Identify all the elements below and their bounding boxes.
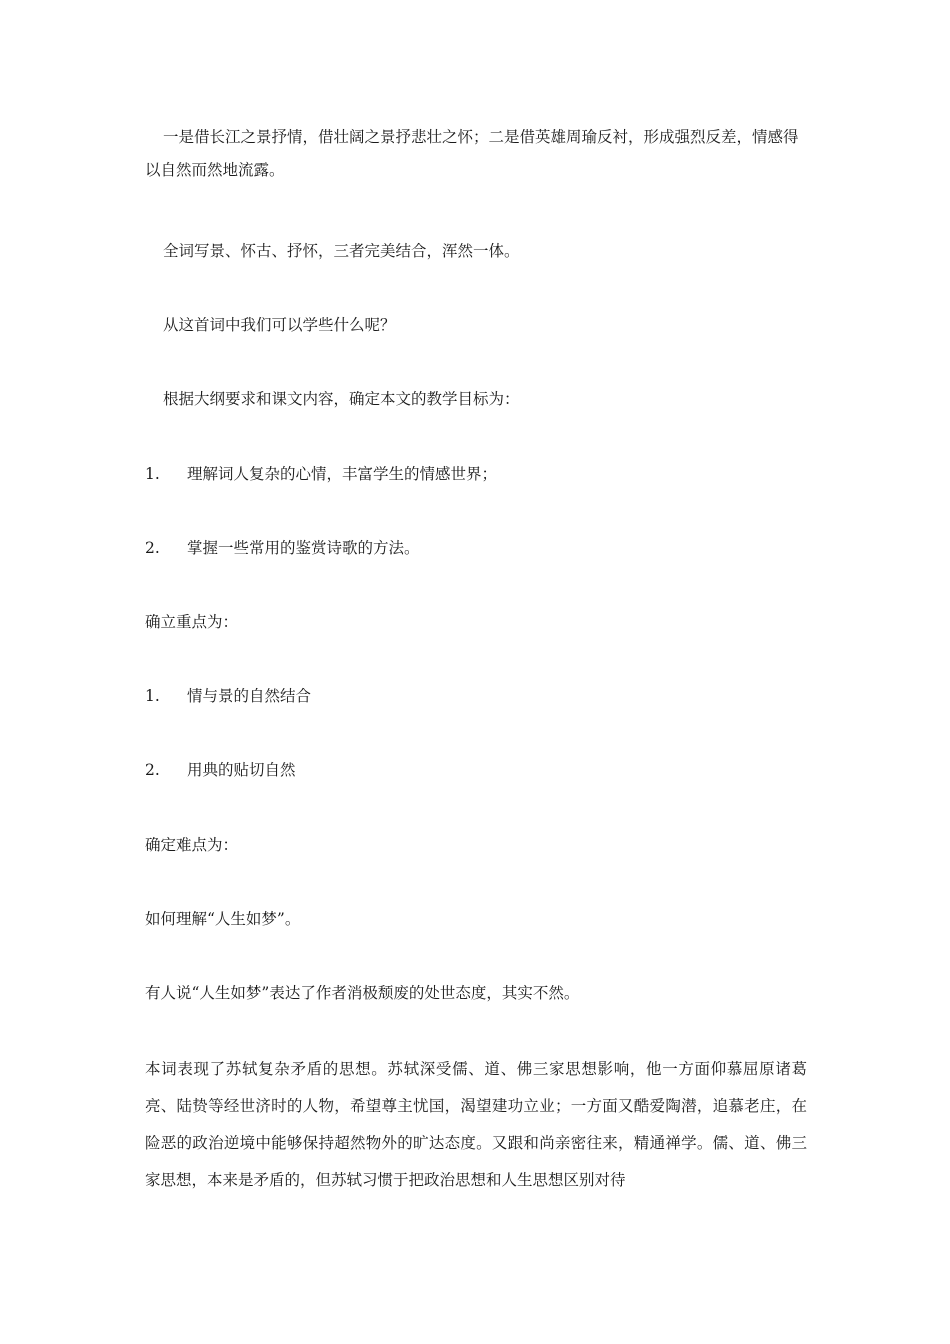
difficulty-text: 如何理解“人生如梦”。 <box>145 910 301 928</box>
goal-number: 1. <box>145 465 160 483</box>
paragraph-summary: 全词写景、怀古、抒怀，三者完美结合，浑然一体。 <box>163 242 520 260</box>
paragraph-su-shi-thought: 本词表现了苏轼复杂矛盾的思想。苏轼深受儒、道、佛三家思想影响，他一方面仰慕屈原诸葛亮、陆贽等经世济时的人物，希望尊主忧国，渴望建功立业；一方面又酷爱陶潜，追慕老庄，在险恶的政治逆境中能够保持超然物外的旷达态度。又跟和尚亲密往来，精通禅学。儒、道、佛三家思想，本来是矛盾的，但苏轼习惯于把政治思想和人生思想区别对待 <box>145 1060 807 1189</box>
goal-number: 2. <box>145 539 160 557</box>
paragraph-question: 从这首词中我们可以学些什么呢？ <box>163 316 396 334</box>
focus-item-1 <box>145 680 807 713</box>
focus-item-2 <box>145 754 807 787</box>
goal-item-2 <box>145 532 807 565</box>
paragraph-teaching-goals-intro: 根据大纲要求和课文内容，确定本文的教学目标为： <box>163 390 520 408</box>
goal-item-1 <box>145 458 807 491</box>
paragraph-landscape-emotion: 一是借长江之景抒情，借壮阔之景抒悲壮之怀；二是借英雄周瑜反衬，形成强烈反差，情感得以自然而然地流露。 <box>145 128 799 179</box>
paragraph-opinion: 有人说“人生如梦”表达了作者消极颓废的处世态度，其实不然。 <box>145 984 580 1002</box>
difficulty-heading: 确定难点为： <box>145 836 239 854</box>
focus-text: 情与景的自然结合 <box>187 687 312 705</box>
focus-number: 2. <box>145 761 160 779</box>
focus-text: 用典的贴切自然 <box>187 761 296 779</box>
focus-number: 1. <box>145 687 160 705</box>
goal-text: 理解词人复杂的心情，丰富学生的情感世界； <box>187 465 498 483</box>
focus-heading: 确立重点为： <box>145 613 239 631</box>
goal-text: 掌握一些常用的鉴赏诗歌的方法。 <box>187 539 420 557</box>
